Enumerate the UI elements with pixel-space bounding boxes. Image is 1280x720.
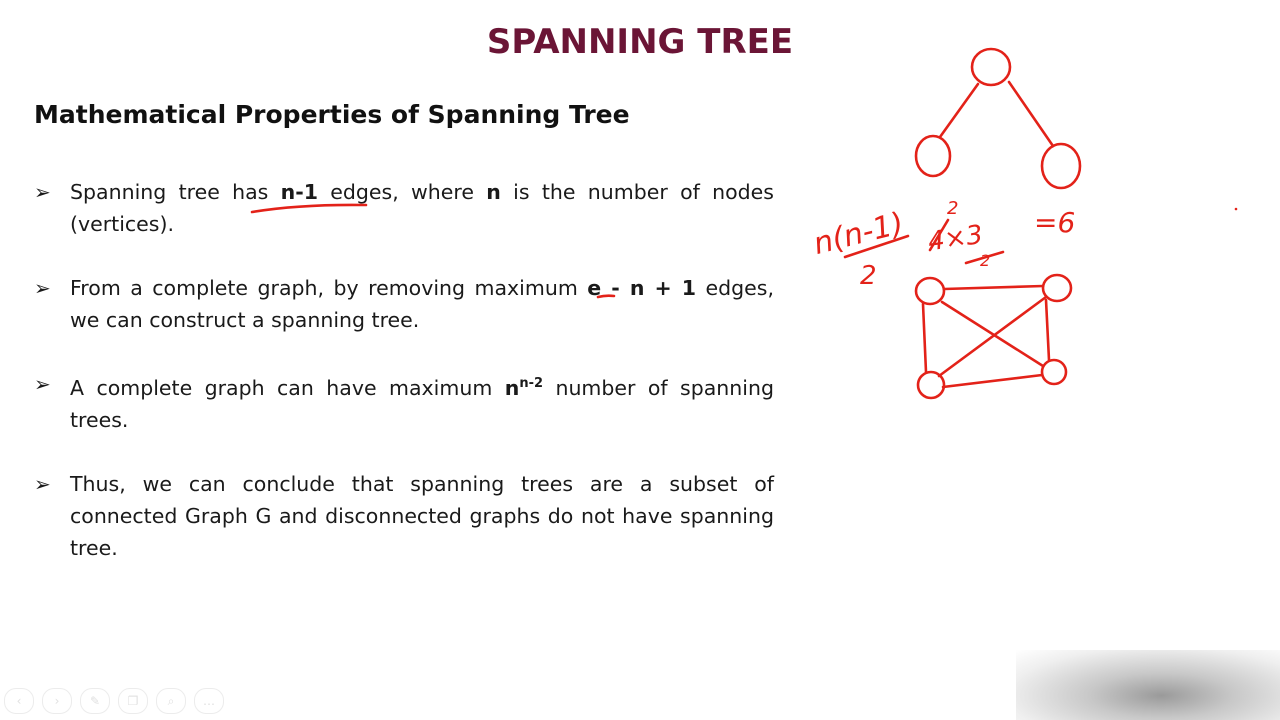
bullet-item: ➢ Spanning tree has n-1 edges, where n is the number of nodes (vertices). [34, 176, 774, 240]
graph-node-tl [916, 278, 944, 304]
calc-bottom: 2 [980, 251, 991, 270]
arrow-bullet-icon: ➢ [34, 471, 51, 496]
tree-edge-left [940, 84, 978, 137]
next-icon[interactable]: › [42, 688, 72, 714]
section-heading: Mathematical Properties of Spanning Tree [34, 100, 630, 129]
slide-controls [4, 688, 224, 714]
calc-top: 2 [947, 198, 959, 219]
bullet-list [34, 176, 774, 596]
formula-numerator: n(n-1) [810, 205, 908, 262]
fraction-bar [845, 236, 908, 257]
strike-4 [930, 220, 948, 250]
graph-node-br [1042, 360, 1066, 384]
tree-node-left [916, 136, 950, 176]
stray-dot [1235, 208, 1238, 211]
copy-icon[interactable]: ❐ [118, 688, 148, 714]
graph-edge-bottom [943, 375, 1042, 387]
graph-edge-top [944, 286, 1043, 289]
calc-main: 4×3 [926, 219, 985, 258]
graph-edge-diag2 [939, 297, 1046, 376]
bullet-item: ➢ A complete graph can have maximum $n^{n-2}$ number of spanning trees. [34, 368, 774, 436]
graph-node-bl [918, 372, 944, 398]
menu-icon[interactable]: … [194, 688, 224, 714]
slide-title: SPANNING TREE [486, 22, 794, 62]
graph-edge-diag1 [942, 302, 1043, 366]
arrow-bullet-icon: ➢ [34, 372, 51, 396]
calc-result: =6 [1034, 206, 1076, 239]
graph-edge-left [923, 304, 926, 372]
bullet-item: ➢ From a complete graph, by removing maximum e - n + 1 edges, we can construct a spanning tree. [34, 272, 774, 336]
formula-denominator: 2 [860, 261, 877, 291]
strike-2 [966, 252, 1003, 263]
pen-icon[interactable]: ✎ [80, 688, 110, 714]
graph-edge-right [1046, 300, 1049, 360]
prev-icon[interactable]: ‹ [4, 688, 34, 714]
arrow-bullet-icon: ➢ [34, 276, 51, 300]
arrow-bullet-icon: ➢ [34, 180, 51, 204]
tree-node-right [1042, 144, 1080, 188]
bullet-item: ➢ Thus, we can conclude that spanning trees are a subset of connected Graph G and disconnected graphs do not have spanning tree. [34, 468, 774, 564]
blurred-overlay [1016, 650, 1280, 720]
zoom-icon[interactable]: ⌕ [156, 688, 186, 714]
graph-node-tr [1043, 275, 1071, 301]
tree-edge-right [1009, 82, 1053, 146]
